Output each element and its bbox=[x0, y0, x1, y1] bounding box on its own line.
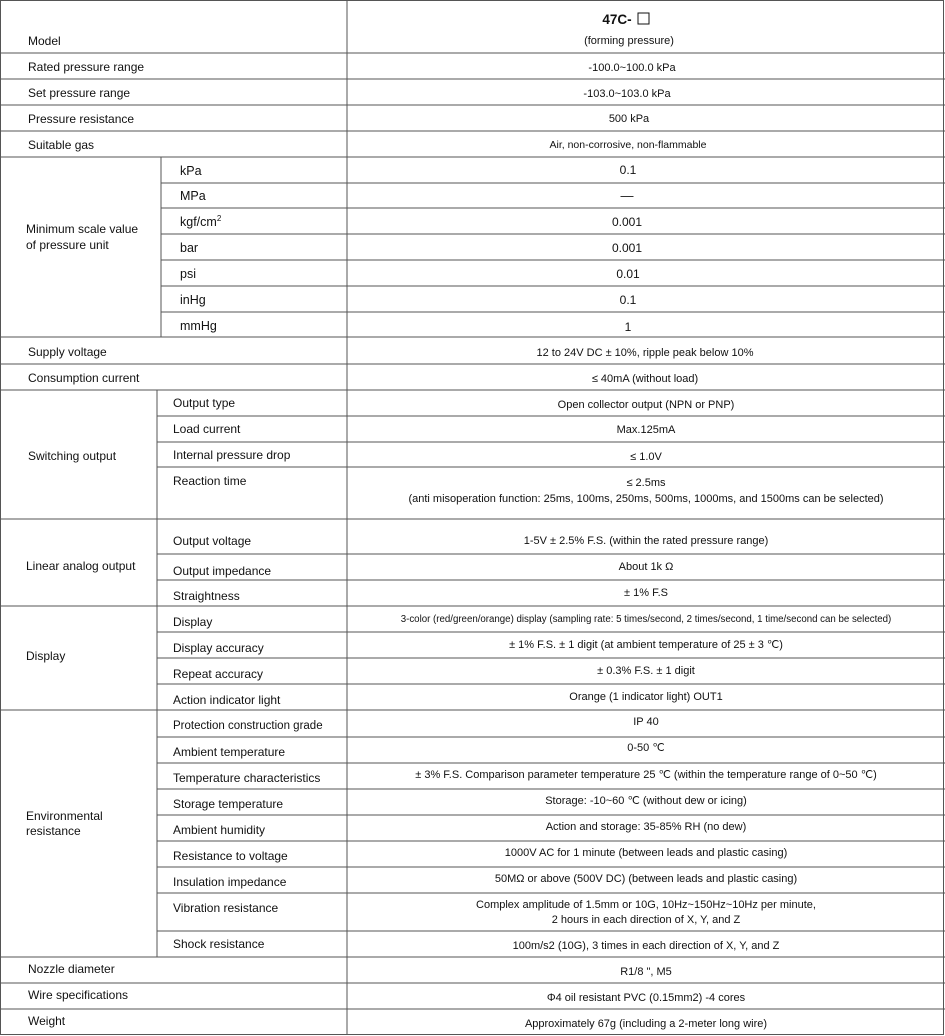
min-scale-label: Minimum scale value bbox=[26, 222, 139, 236]
unit-value: — bbox=[620, 188, 634, 203]
row-label: Nozzle diameter bbox=[28, 962, 115, 976]
group-label-switching: Switching output bbox=[28, 449, 117, 463]
row-label: Rated pressure range bbox=[28, 60, 145, 74]
unit-label-base: kgf/cm bbox=[180, 215, 217, 229]
sub-label: Protection construction grade bbox=[173, 720, 323, 732]
sub-value: Open collector output (NPN or PNP) bbox=[557, 399, 735, 411]
sub-label: Insulation impedance bbox=[173, 875, 287, 889]
model-note: (forming pressure) bbox=[584, 35, 674, 47]
model-name: 47C- bbox=[602, 12, 632, 27]
sub-value: 0-50 ℃ bbox=[627, 742, 665, 754]
row-label: Pressure resistance bbox=[28, 112, 135, 126]
sub-label: Temperature characteristics bbox=[173, 771, 321, 785]
sub-label: Action indicator light bbox=[173, 693, 281, 707]
sub-value: ± 1% F.S bbox=[624, 587, 668, 599]
unit-label: bar bbox=[180, 241, 199, 255]
sub-label: Internal pressure drop bbox=[173, 448, 291, 462]
sub-label: Ambient temperature bbox=[173, 745, 286, 759]
unit-label bbox=[180, 214, 222, 229]
sub-label: Shock resistance bbox=[173, 937, 265, 951]
row-label: Wire specifications bbox=[28, 988, 129, 1002]
row-value: 12 to 24V DC ± 10%, ripple peak below 10% bbox=[536, 347, 754, 359]
sub-label: Resistance to voltage bbox=[173, 849, 288, 863]
sub-label: Vibration resistance bbox=[173, 901, 279, 915]
row-value: R1/8 ", M5 bbox=[620, 966, 672, 978]
sub-value: 1-5V ± 2.5% F.S. (within the rated pressure range) bbox=[523, 535, 769, 547]
sub-value: 1000V AC for 1 minute (between leads and plastic casing) bbox=[504, 847, 788, 859]
model-placeholder-box bbox=[638, 13, 649, 24]
unit-value: 0.1 bbox=[619, 163, 637, 177]
sub-value: ± 3% F.S. Comparison parameter temperature 25 ℃ (within the temperature range of 0~50 ℃) bbox=[415, 769, 877, 781]
sub-value: Max.125mA bbox=[616, 424, 676, 436]
unit-value: 1 bbox=[624, 320, 632, 334]
sub-value: 3-color (red/green/orange) display (sampling rate: 5 times/second, 2 times/second, 1 time/second can be selected) bbox=[400, 614, 892, 625]
sub-label: Display accuracy bbox=[173, 641, 264, 655]
row-value: Φ4 oil resistant PVC (0.15mm2) -4 cores bbox=[546, 992, 746, 1004]
group-label-display: Display bbox=[26, 649, 66, 663]
sub-value: Complex amplitude of 1.5mm or 10G, 10Hz~150Hz~10Hz per minute, bbox=[476, 899, 816, 911]
unit-label: inHg bbox=[180, 293, 206, 307]
sub-label: Repeat accuracy bbox=[173, 667, 264, 681]
min-scale-label: of pressure unit bbox=[26, 238, 109, 252]
unit-value: 0.001 bbox=[611, 215, 643, 229]
sub-value: 50MΩ or above (500V DC) (between leads and plastic casing) bbox=[494, 873, 798, 885]
unit-value: 0.001 bbox=[611, 241, 643, 255]
unit-label-sup: 2 bbox=[216, 214, 222, 223]
sub-label: Output type bbox=[173, 396, 236, 410]
model-label: Model bbox=[28, 34, 61, 48]
sub-label: Display bbox=[173, 615, 213, 629]
row-label: Supply voltage bbox=[28, 345, 107, 359]
sub-label: Straightness bbox=[173, 589, 240, 603]
row-label: Set pressure range bbox=[28, 86, 131, 100]
sub-value: ± 1% F.S. ± 1 digit (at ambient temperature of 25 ± 3 ℃) bbox=[509, 639, 783, 651]
sub-value: Orange (1 indicator light) OUT1 bbox=[569, 691, 723, 703]
unit-label: MPa bbox=[180, 189, 206, 203]
sub-label: Ambient humidity bbox=[173, 823, 266, 837]
sub-value: 100m/s2 (10G), 3 times in each direction of X, Y, and Z bbox=[512, 940, 780, 952]
group-label-environmental: Environmental bbox=[26, 809, 103, 823]
sub-label: Reaction time bbox=[173, 474, 247, 488]
row-value: -100.0~100.0 kPa bbox=[588, 62, 676, 74]
unit-value: 0.1 bbox=[619, 293, 637, 307]
group-label-environmental: resistance bbox=[26, 824, 81, 838]
sub-label: Output voltage bbox=[173, 534, 252, 548]
sub-value: ± 0.3% F.S. ± 1 digit bbox=[597, 665, 695, 677]
unit-label: psi bbox=[180, 267, 196, 281]
sub-value: Action and storage: 35-85% RH (no dew) bbox=[545, 821, 747, 833]
model-title bbox=[602, 12, 631, 27]
group-label-linear: Linear analog output bbox=[26, 559, 136, 573]
sub-value-line2: 2 hours in each direction of X, Y, and Z bbox=[551, 914, 741, 926]
row-value: ≤ 40mA (without load) bbox=[591, 373, 699, 385]
row-value: 500 kPa bbox=[608, 113, 650, 125]
sub-label: Output impedance bbox=[173, 564, 272, 578]
row-label: Consumption current bbox=[28, 371, 140, 385]
row-label: Suitable gas bbox=[28, 138, 95, 152]
sub-value: ≤ 1.0V bbox=[630, 451, 662, 463]
sub-value: Storage: -10~60 ℃ (without dew or icing) bbox=[545, 795, 747, 807]
row-value: Approximately 67g (including a 2-meter long wire) bbox=[524, 1018, 768, 1030]
unit-value: 0.01 bbox=[616, 267, 640, 281]
table-text bbox=[26, 12, 891, 1030]
sub-value-line2: (anti misoperation function: 25ms, 100ms, 250ms, 500ms, 1000ms, and 1500ms can be selected) bbox=[408, 493, 884, 505]
sub-label: Load current bbox=[173, 422, 241, 436]
sub-label: Storage temperature bbox=[173, 797, 284, 811]
row-value: -103.0~103.0 kPa bbox=[583, 88, 671, 100]
unit-label: kPa bbox=[180, 164, 202, 178]
sub-value: ≤ 2.5ms bbox=[626, 477, 666, 489]
row-label: Weight bbox=[28, 1014, 66, 1028]
sub-value: IP 40 bbox=[633, 716, 659, 728]
row-value: Air, non-corrosive, non-flammable bbox=[549, 139, 707, 151]
unit-label: mmHg bbox=[180, 319, 217, 333]
sub-value: About 1k Ω bbox=[618, 561, 674, 573]
